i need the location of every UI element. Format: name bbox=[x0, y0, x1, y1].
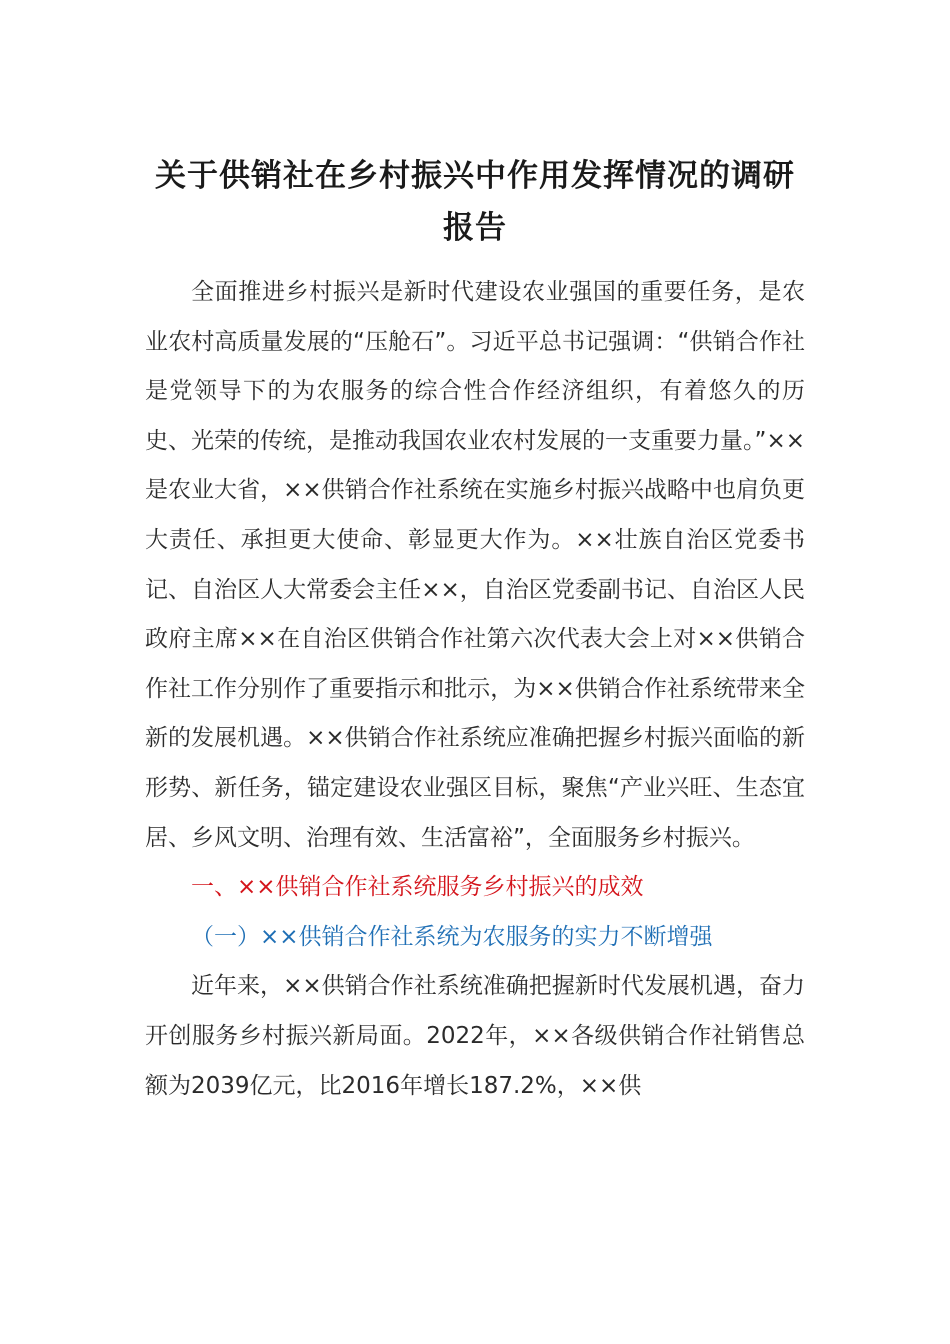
subsection-heading: （一）××供销合作社系统为农服务的实力不断增强 bbox=[191, 923, 713, 950]
document-page bbox=[145, 150, 805, 1111]
intro-paragraph: 全面推进乡村振兴是新时代建设农业强国的重要任务，是农业农村高质量发展的“压舱石”。习近平总书记强调：“供销合作社是党领导下的为农服务的综合性合作经济组织，有着悠久的历史、光荣的传统，是推动我国农业农村发展的一支重要力量。”××是农业大省，××供销合作社系统在实施乡村振兴战略中也肩负更大责任、承担更大使命、彰显更大作为。××壮族自治区党委书记、自治区人大常委会主任××，自治区党委副书记、自治区人民政府主席××在自治区供销合作社第六次代表大会上对××供销合作社工作分别作了重要指示和批示，为××供销合作社系统带来全新的发展机遇。××供销合作社系统应准确把握乡村振兴面临的新形势、新任务，锚定建设农业强区目标，聚焦“产业兴旺、生态宜居、乡风文明、治理有效、生活富裕”，全面服务乡村振兴。 bbox=[145, 279, 805, 851]
document-title: 关于供销社在乡村振兴中作用发挥情况的调研报告 bbox=[155, 158, 795, 246]
body-paragraph: 近年来，××供销合作社系统准确把握新时代发展机遇，奋力开创服务乡村振兴新局面。2022年，××各级供销合作社销售总额为2039亿元，比2016年增长187.2%，××供 bbox=[145, 973, 805, 1099]
section-heading: 一、××供销合作社系统服务乡村振兴的成效 bbox=[191, 874, 644, 901]
